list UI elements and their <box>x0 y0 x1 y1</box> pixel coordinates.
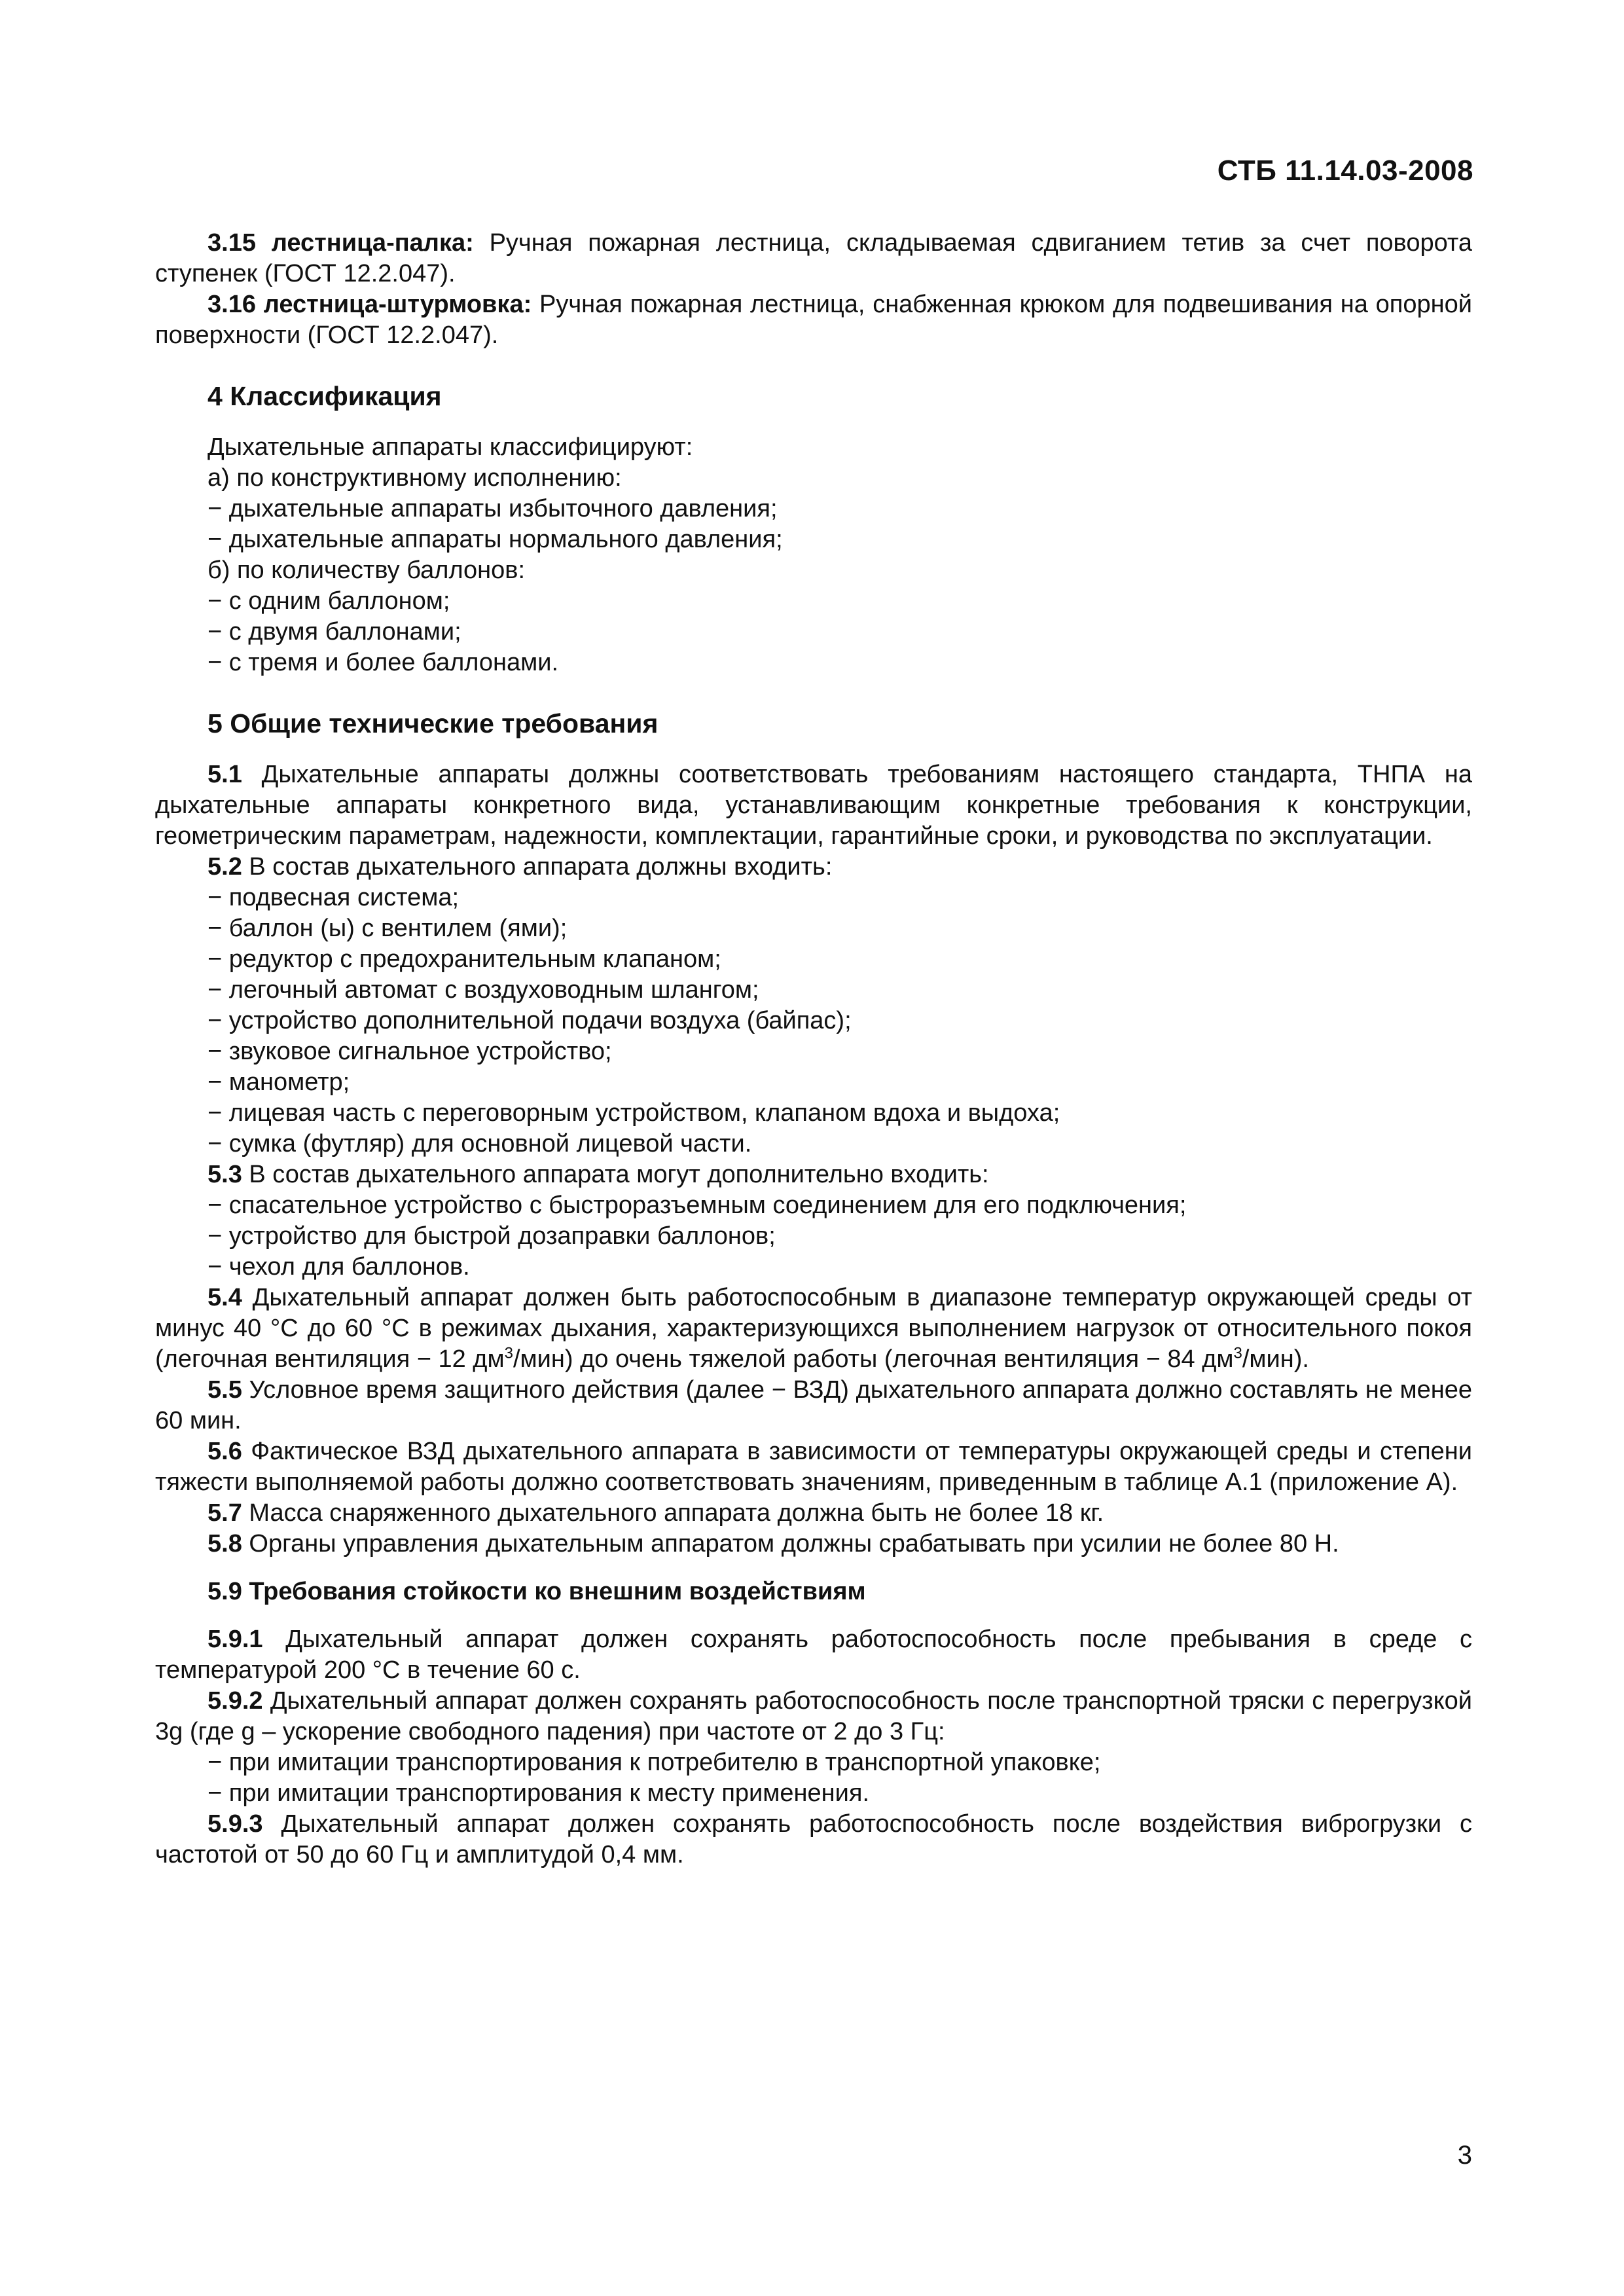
clause-text: Условное время защитного действия (далее − ВЗД) дыхательного аппарата должно составлять не менее 60 мин. <box>155 1376 1472 1434</box>
clause-5-3 <box>155 1159 1472 1190</box>
definition-3-16 <box>155 289 1472 351</box>
list-item: − устройство для быстрой дозаправки баллонов; <box>208 1222 776 1250</box>
clause-text: Дыхательный аппарат должен сохранять работоспособность после транспортной тряски с перегрузкой 3g (где g – ускорение свободного падения) при частоте от 2 до 3 Гц: <box>155 1687 1472 1745</box>
list-item: − лицевая часть с переговорным устройством, клапаном вдоха и выдоха; <box>208 1099 1060 1127</box>
definition-3-15 <box>155 228 1472 289</box>
clause-text: В состав дыхательного аппарата должны входить: <box>242 853 833 881</box>
list-item: − с одним баллоном; <box>208 587 450 615</box>
clause-text: Дыхательный аппарат должен сохранять работоспособность после пребывания в среде с температурой 200 °С в течение 60 с. <box>155 1626 1472 1684</box>
clause-text: /мин) до очень тяжелой работы (легочная вентиляция − 84 дм <box>513 1345 1234 1373</box>
list-item: − манометр; <box>208 1068 350 1096</box>
clause-number: 5.9.3 <box>208 1810 263 1838</box>
clause-text: Масса снаряженного дыхательного аппарата должна быть не более 18 кг. <box>242 1499 1104 1527</box>
clause-text: Фактическое ВЗД дыхательного аппарата в зависимости от температуры окружающей среды и степени тяжести выполняемой работы должно соответствовать значениям, приведенным в таблице А.1 (приложение А). <box>155 1438 1472 1496</box>
list-item: − легочный автомат с воздуховодным шлангом; <box>208 976 759 1004</box>
list-item: − с тремя и более баллонами. <box>208 649 559 676</box>
list-item: − с двумя баллонами; <box>208 618 461 646</box>
clause-number: 5.8 <box>208 1530 242 1558</box>
superscript: 3 <box>1233 1344 1242 1362</box>
list-item: − при имитации транспортирования к месту применения. <box>208 1779 870 1807</box>
list-item: − баллон (ы) с вентилем (ями); <box>208 915 568 942</box>
list-item: − сумка (футляр) для основной лицевой части. <box>208 1130 752 1157</box>
clause-5-4 <box>155 1283 1472 1375</box>
page-number: 3 <box>1457 2141 1472 2170</box>
list-item: − спасательное устройство с быстроразъемным соединением для его подключения; <box>208 1192 1187 1219</box>
clause-5-7 <box>155 1498 1472 1529</box>
list-item: − дыхательные аппараты избыточного давления; <box>208 495 778 522</box>
superscript: 3 <box>504 1344 513 1362</box>
clause-5-9-1 <box>155 1624 1472 1686</box>
section-5-heading: 5 Общие технические требования <box>208 708 659 738</box>
clause-5-8 <box>155 1529 1472 1559</box>
list-item: б) по количеству баллонов: <box>208 556 526 584</box>
clause-number: 5.9.2 <box>208 1687 263 1715</box>
subsection-5-9-heading: 5.9 Требования стойкости ко внешним воздействиям <box>208 1578 866 1605</box>
list-item: − чехол для баллонов. <box>208 1253 470 1281</box>
clause-number: 5.3 <box>208 1161 242 1188</box>
definition-text: Ручная пожарная лестница, снабженная крюком для подвешивания на опорной поверхности (ГОСТ 12.2.047). <box>155 291 1472 349</box>
clause-number: 5.4 <box>208 1284 242 1311</box>
list-item: а) по конструктивному исполнению: <box>208 464 622 492</box>
clause-text: Дыхательный аппарат должен быть работоспособным в диапазоне температур окружающей среды от минус 40 °С до 60 °С в режимах дыхания, характеризующихся выполнением нагрузок от относительного покоя (легочная вентиляция − 12 дм <box>155 1284 1472 1373</box>
clause-5-1 <box>155 759 1472 852</box>
clause-number: 5.6 <box>208 1438 242 1465</box>
list-item: − дыхательные аппараты нормального давления; <box>208 526 783 553</box>
list-item: − редуктор с предохранительным клапаном; <box>208 945 721 973</box>
clause-text: Органы управления дыхательным аппаратом должны срабатывать при усилии не более 80 Н. <box>242 1530 1339 1558</box>
clause-5-9-2 <box>155 1686 1472 1747</box>
clause-number: 5.9.1 <box>208 1626 263 1653</box>
clause-number: 5.1 <box>208 761 242 788</box>
clause-5-9-3 <box>155 1809 1472 1870</box>
clause-5-2 <box>155 852 1472 883</box>
clause-text: В состав дыхательного аппарата могут дополнительно входить: <box>242 1161 989 1188</box>
list-item: − при имитации транспортирования к потребителю в транспортной упаковке; <box>208 1749 1101 1776</box>
clause-text: /мин). <box>1242 1345 1309 1373</box>
list-item: Дыхательные аппараты классифицируют: <box>208 433 693 461</box>
document-code: СТБ 11.14.03-2008 <box>1217 155 1473 187</box>
section-4-heading: 4 Классификация <box>208 381 442 411</box>
list-item: − подвесная система; <box>208 884 460 911</box>
list-item: − устройство дополнительной подачи воздуха (байпас); <box>208 1007 852 1034</box>
clause-number: 5.2 <box>208 853 242 881</box>
clause-text: Дыхательные аппараты должны соответствовать требованиям настоящего стандарта, ТНПА на дыхательные аппараты конкретного вида, устанавливающим конкретные требования к конструкции, геометрическим параметрам, надежности, комплектации, гарантийные сроки, и руководства по эксплуатации. <box>155 761 1472 850</box>
definition-text: Ручная пожарная лестница, складываемая сдвиганием тетив за счет поворота ступенек (ГОСТ 12.2.047). <box>155 229 1472 287</box>
clause-text: Дыхательный аппарат должен сохранять работоспособность после воздействия виброгрузки с частотой от 50 до 60 Гц и амплитудой 0,4 мм. <box>155 1810 1472 1868</box>
clause-number: 5.7 <box>208 1499 242 1527</box>
clause-5-6 <box>155 1436 1472 1498</box>
term: 3.16 лестница-штурмовка: <box>208 291 532 318</box>
clause-5-5 <box>155 1375 1472 1436</box>
list-item: − звуковое сигнальное устройство; <box>208 1038 612 1065</box>
term: 3.15 лестница-палка: <box>208 229 474 257</box>
page-body <box>155 228 1472 1870</box>
clause-number: 5.5 <box>208 1376 242 1404</box>
